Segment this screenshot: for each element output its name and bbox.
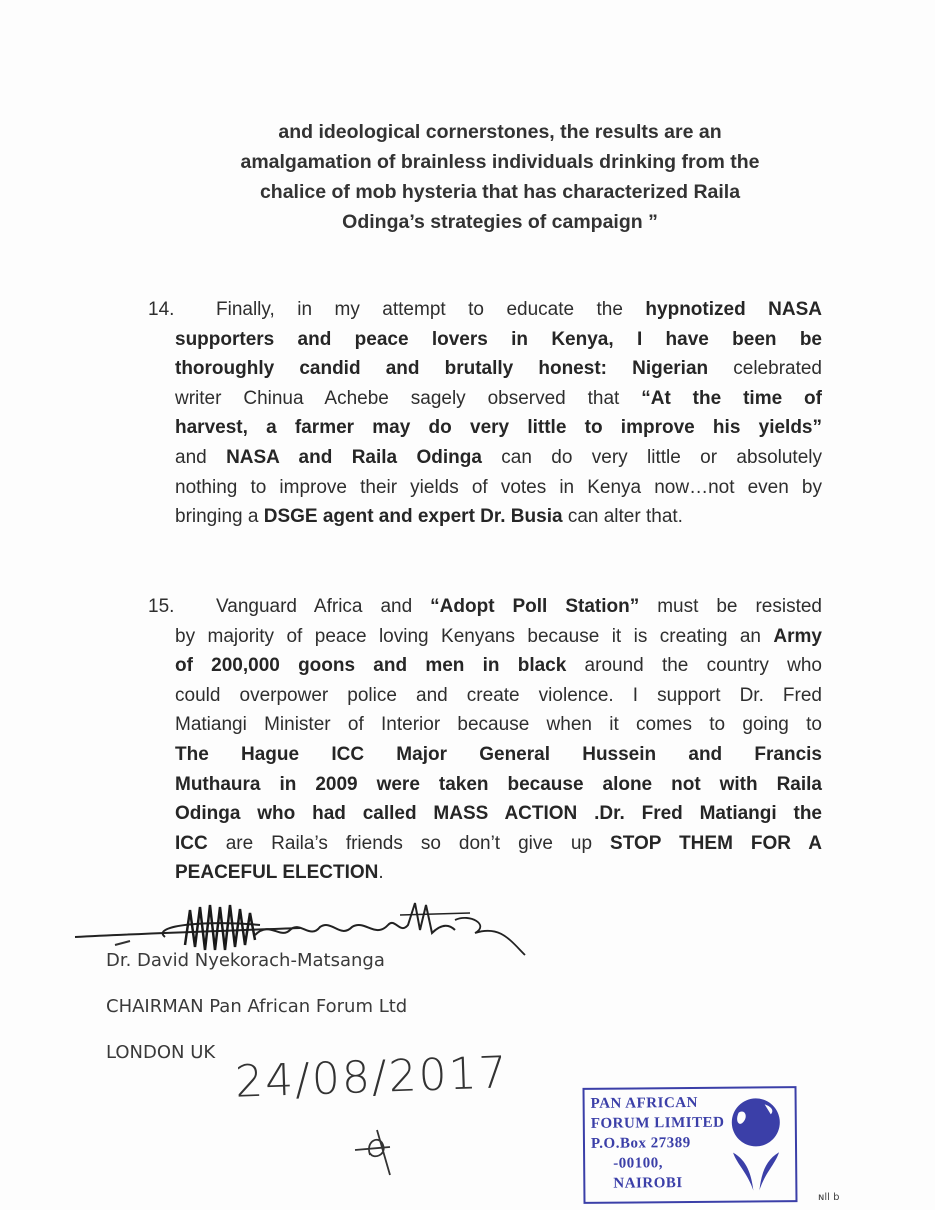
signatory-location: LONDON UK bbox=[106, 1042, 216, 1063]
company-stamp bbox=[582, 1086, 797, 1204]
small-mark: ɴll b bbox=[818, 1192, 840, 1203]
text: can alter that. bbox=[562, 506, 683, 528]
quote-line: amalgamation of brainless individuals drinking from the bbox=[240, 151, 760, 173]
initials-mark bbox=[345, 1125, 425, 1185]
bold-text: The Hague ICC Major General Hussein and Francis bbox=[175, 743, 822, 765]
bold-text: harvest, a farmer may do very little to improve his yields” bbox=[175, 417, 822, 439]
bold-text: Odinga who had called MASS ACTION .Dr. Fred Matiangi the bbox=[175, 803, 822, 825]
text: celebrated bbox=[708, 358, 823, 380]
text: and bbox=[175, 446, 227, 468]
bold-text: “Adopt Poll Station” bbox=[430, 596, 640, 617]
handwritten-date-text: 24/08/2017 bbox=[234, 1047, 510, 1108]
quote-line: chalice of mob hysteria that has characterized Raila bbox=[259, 181, 741, 203]
quote-block bbox=[150, 117, 850, 237]
text: around the country who bbox=[566, 655, 822, 677]
text: by majority of peace loving Kenyans because it is creating an bbox=[175, 625, 774, 647]
text: Finally, in my attempt to educate the bbox=[216, 299, 646, 320]
stamp-line: FORUM LIMITED bbox=[590, 1114, 725, 1132]
text: Matiangi Minister of Interior because when it comes to going to bbox=[175, 714, 822, 736]
paragraph-15 bbox=[148, 592, 822, 888]
text: writer Chinua Achebe sagely observed that bbox=[175, 387, 642, 409]
bold-text: thoroughly candid and brutally honest: Nigerian bbox=[175, 358, 709, 380]
bold-text: of 200,000 goons and men in black bbox=[175, 655, 567, 677]
signatory-name: Dr. David Nyekorach-Matsanga bbox=[106, 950, 385, 971]
bold-text: PEACEFUL ELECTION bbox=[175, 862, 379, 884]
stamp-line: -00100, bbox=[613, 1155, 663, 1172]
bold-text: NASA and Raila Odinga bbox=[226, 446, 482, 468]
paragraph-14 bbox=[148, 295, 822, 532]
text: are Raila’s friends so don’t give up bbox=[207, 832, 611, 854]
text: could overpower police and create violence. I support Dr. Fred bbox=[175, 684, 822, 706]
bold-text: STOP THEM FOR A bbox=[610, 832, 822, 854]
stamp-line: P.O.Box 27389 bbox=[590, 1134, 691, 1152]
text: Vanguard Africa and bbox=[216, 596, 431, 617]
text: can do very little or absolutely bbox=[481, 446, 822, 468]
bold-text: supporters and peace lovers in Kenya, I have been be bbox=[175, 328, 822, 350]
stamp-line: PAN AFRICAN bbox=[590, 1094, 699, 1112]
bold-text: hypnotized NASA bbox=[645, 299, 822, 320]
bold-text: ICC bbox=[175, 832, 208, 854]
bold-text: “At the time of bbox=[641, 387, 822, 409]
globe-logo-icon bbox=[725, 1094, 788, 1195]
stamp-line: NAIROBI bbox=[613, 1175, 683, 1192]
bold-text: Muthaura in 2009 were taken because alone not with Raila bbox=[175, 773, 822, 795]
bold-text: DSGE agent and expert Dr. Busia bbox=[263, 506, 563, 528]
quote-line: Odinga’s strategies of campaign ” bbox=[342, 211, 658, 233]
quote-line: and ideological cornerstones, the results are an bbox=[278, 121, 722, 143]
bold-text: Army bbox=[773, 625, 822, 647]
paragraph-number: 14. bbox=[148, 299, 175, 320]
paragraph-number: 15. bbox=[148, 596, 175, 617]
text: bringing a bbox=[175, 506, 264, 528]
text: . bbox=[378, 862, 384, 884]
handwritten-date bbox=[225, 1040, 565, 1190]
signatory-title: CHAIRMAN Pan African Forum Ltd bbox=[106, 996, 408, 1017]
text: must be resisted bbox=[639, 596, 822, 617]
text: nothing to improve their yields of votes in Kenya now…not even by bbox=[175, 476, 822, 498]
